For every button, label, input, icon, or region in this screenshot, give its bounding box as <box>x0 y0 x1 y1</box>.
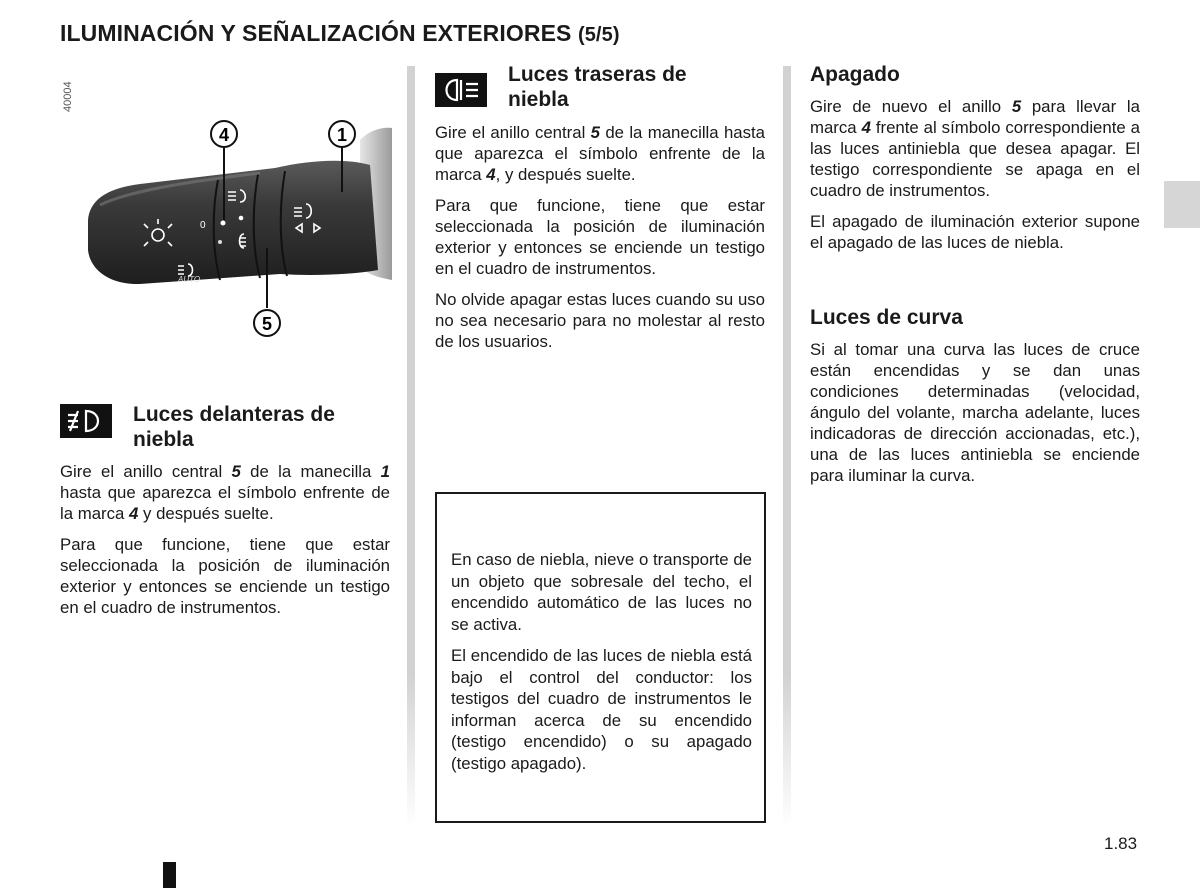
curva-body <box>810 339 1140 486</box>
page-title-suffix: (5/5) <box>577 24 620 46</box>
rear-fog-light-icon <box>435 73 487 107</box>
apagado-body <box>810 96 1140 253</box>
page-title <box>60 20 620 47</box>
rear-fog-paragraph-1: Gire el anillo central 5 de la manecilla hasta que aparezca el símbolo enfrente de la marca 4, y después suelte. <box>435 123 765 184</box>
callout-5-label: 5 <box>261 314 273 334</box>
figure-code: 40004 <box>62 81 74 112</box>
mark-4-dot <box>221 221 226 226</box>
rear-fog-paragraph-2: Para que funcione, tiene que estar seleccionada la posición de iluminación exterior y entonces se enciende un testigo en el cuadro de instrumentos. <box>435 196 765 278</box>
front-fog-light-icon <box>60 404 112 438</box>
section-tab <box>1164 181 1200 228</box>
rear-fog-header <box>435 62 728 112</box>
page-number: 1.83 <box>1104 834 1138 853</box>
rear-fog-paragraph-3: No olvide apagar estas luces cuando su uso no sea necesario para no molestar al resto de los usuarios. <box>435 290 765 351</box>
apagado-title: Apagado <box>810 63 900 86</box>
stalk-label-auto: AUTO <box>178 275 201 284</box>
front-fog-paragraph-1: Gire el anillo central 5 de la manecilla 1 hasta que aparezca el símbolo enfrente de la marca 4 y después suelte. <box>60 462 391 523</box>
curva-paragraph-1: Si al tomar una curva las luces de cruce están encendidas y se dan unas condiciones determinadas (velocidad, ángulo del volante, marcha adelante, luces indicadoras de dirección accionadas, etc.), una de las luces antiniebla se enciende para iluminar la curva. <box>810 340 1140 485</box>
column-divider-left <box>407 66 415 826</box>
callout-4-label: 4 <box>218 125 230 145</box>
callout-1 <box>329 121 355 147</box>
note-box-text <box>451 549 752 784</box>
page-title-text: ILUMINACIÓN Y SEÑALIZACIÓN EXTERIORES <box>60 20 572 46</box>
front-fog-body <box>60 461 390 618</box>
callout-5 <box>254 310 280 336</box>
stalk-body <box>88 161 378 284</box>
corner-mark <box>163 862 176 888</box>
note-paragraph-1: En caso de niebla, nieve o transporte de un objeto que sobresale del techo, el encendido automático de las luces no se activa. <box>451 550 752 634</box>
rear-fog-body <box>435 122 765 352</box>
callout-1-label: 1 <box>336 125 348 145</box>
front-fog-header <box>60 402 373 452</box>
stalk-label-zero: 0 <box>200 220 206 231</box>
apagado-paragraph-2: El apagado de iluminación exterior supone el apagado de las luces de niebla. <box>810 212 1140 252</box>
rear-fog-title: Luces traseras de niebla <box>508 63 687 111</box>
note-paragraph-2: El encendido de las luces de niebla está bajo el control del conductor: los testigos del cuadro de instrumentos le informan acerca de su encendido (testigo encendido) o su apagado (testigo apagado). <box>451 646 752 773</box>
apagado-paragraph-1: Gire de nuevo el anillo 5 para llevar la marca 4 frente al símbolo correspondiente a las luces antiniebla que desea apagar. El testigo correspondiente se apaga en el cuadro de instrumentos. <box>810 97 1140 200</box>
callout-4 <box>211 121 237 147</box>
curva-title: Luces de curva <box>810 306 963 329</box>
front-fog-paragraph-2: Para que funcione, tiene que estar seleccionada la posición de iluminación exterior y entonces se enciende un testigo en el cuadro de instrumentos. <box>60 535 390 617</box>
front-fog-title: Luces delanteras de niebla <box>133 403 335 451</box>
stalk-figure <box>60 70 392 360</box>
note-box <box>435 492 766 823</box>
stalk-illustration <box>60 70 392 360</box>
column-divider-right <box>783 66 791 826</box>
